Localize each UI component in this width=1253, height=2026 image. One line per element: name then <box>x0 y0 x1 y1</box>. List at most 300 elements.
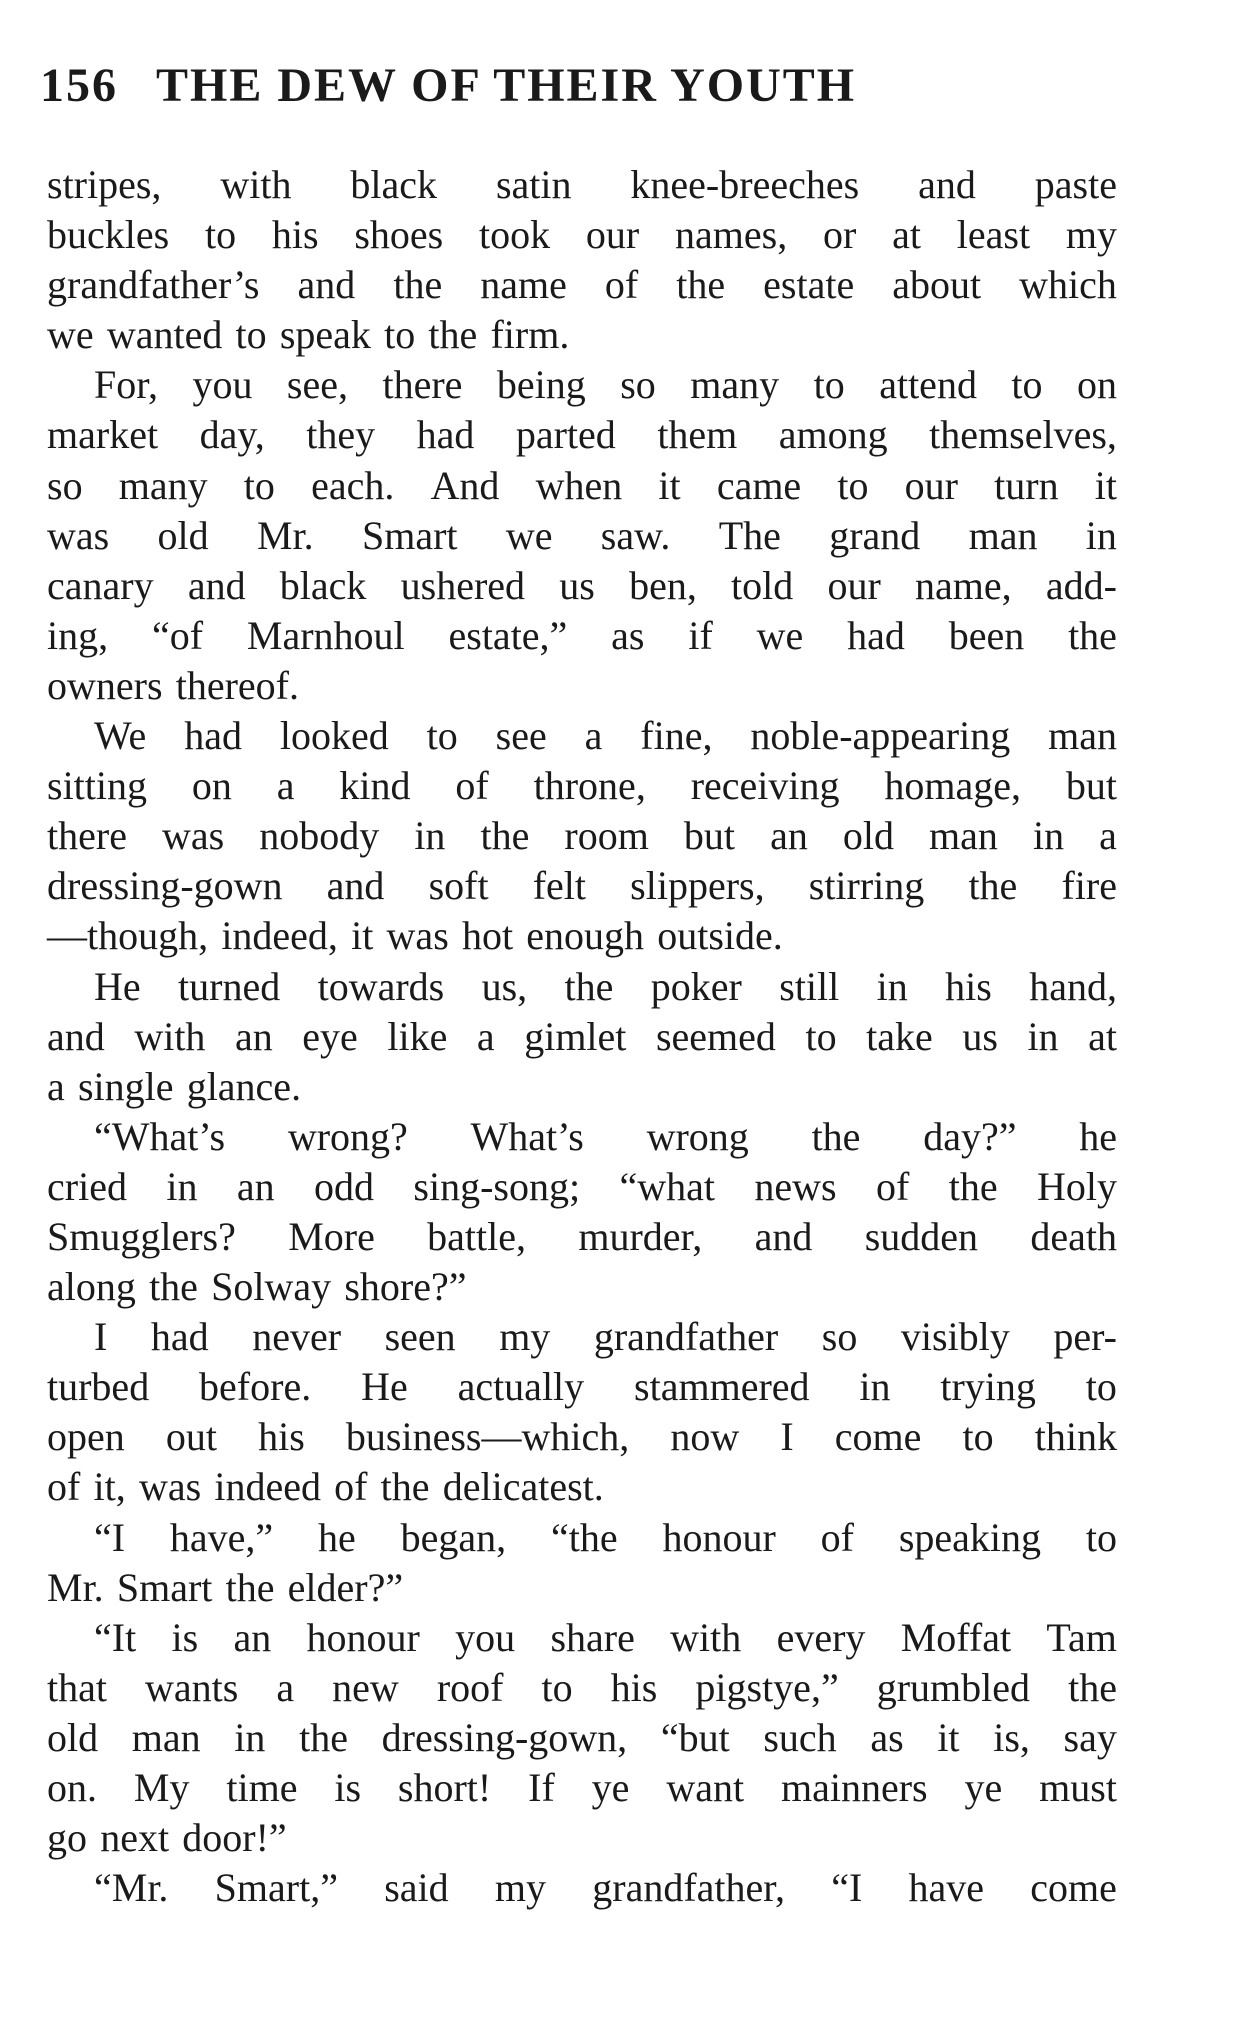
word: grandfather <box>593 1314 779 1360</box>
word: looked <box>279 713 389 759</box>
word: of <box>876 1163 910 1209</box>
word: sudden <box>864 1213 979 1259</box>
text-line <box>47 260 1117 310</box>
word: the <box>225 1564 275 1610</box>
word: ing, <box>47 612 109 658</box>
word: it <box>937 1714 960 1760</box>
word: in <box>1085 512 1117 558</box>
word: such <box>763 1714 837 1760</box>
word: it <box>658 462 681 508</box>
word: to <box>243 462 275 508</box>
word: his <box>610 1664 658 1710</box>
word: gimlet <box>524 1013 627 1059</box>
word: with <box>670 1614 742 1660</box>
word: shore?” <box>344 1264 467 1310</box>
word: ye <box>591 1765 630 1810</box>
word: old <box>47 1714 99 1760</box>
word: them <box>657 412 738 458</box>
word: knee-breeches <box>630 162 860 207</box>
word: and <box>297 262 356 308</box>
word: a <box>276 763 295 809</box>
word: take <box>866 1013 933 1059</box>
word: enough <box>526 913 645 959</box>
word: to <box>805 1013 837 1059</box>
word: want <box>666 1765 745 1810</box>
word: of <box>334 1464 368 1510</box>
word: pigstye,” <box>695 1664 839 1710</box>
word: “What’s <box>94 1113 226 1159</box>
text-line <box>47 1312 1117 1362</box>
word: but <box>683 813 736 859</box>
word: and <box>754 1213 813 1259</box>
word: was <box>162 813 225 859</box>
word: sing-song; <box>413 1163 581 1209</box>
word: but <box>1065 763 1117 809</box>
word: “the <box>551 1514 618 1560</box>
text-line <box>47 1813 1117 1863</box>
word: next <box>100 1815 170 1861</box>
word: in <box>1032 813 1065 859</box>
word: of <box>47 1464 81 1510</box>
word: every <box>776 1614 866 1660</box>
text-line <box>47 1713 1117 1763</box>
word: a <box>276 1664 295 1710</box>
word: I <box>780 1414 794 1460</box>
word: my <box>499 1314 551 1360</box>
word: sitting <box>47 763 148 809</box>
word: must <box>1039 1765 1117 1810</box>
word: many <box>690 362 780 408</box>
word: odd <box>314 1163 375 1209</box>
running-title: THE DEW OF THEIR YOUTH <box>156 59 857 112</box>
word: to <box>813 362 845 408</box>
word: the <box>968 863 1018 909</box>
word: parted <box>515 412 616 458</box>
word: to <box>426 713 458 759</box>
word: Solway <box>211 1264 332 1310</box>
word: among <box>778 412 888 458</box>
word: to <box>837 462 869 508</box>
word: in <box>414 813 446 859</box>
text-line <box>47 511 1117 561</box>
text-line <box>47 1462 1117 1512</box>
word: an <box>233 1614 272 1660</box>
word: the <box>811 1113 861 1159</box>
text-line <box>47 761 1117 811</box>
word: turbed <box>47 1364 150 1410</box>
word: death <box>1030 1213 1117 1259</box>
word: receiving <box>690 763 840 809</box>
word: there <box>47 813 127 859</box>
text-line <box>47 861 1117 911</box>
word: paste <box>1034 162 1117 207</box>
word: so <box>47 462 83 508</box>
word: is <box>334 1765 362 1810</box>
word: had <box>184 713 242 759</box>
word: Mr. <box>47 1564 104 1610</box>
word: man <box>1048 713 1117 759</box>
word: my <box>1065 212 1117 258</box>
word: grand <box>829 512 921 558</box>
word: open <box>47 1414 125 1460</box>
word: man <box>929 813 998 859</box>
word: hand, <box>1029 963 1117 1009</box>
word: Smart,” <box>214 1865 338 1911</box>
word: an <box>236 1163 275 1209</box>
word: outside. <box>657 913 783 959</box>
word: been <box>948 612 1025 658</box>
word: at <box>892 212 921 258</box>
word: day?” <box>923 1113 1017 1159</box>
word: have,” <box>169 1514 274 1560</box>
word: to <box>204 212 237 258</box>
word: to <box>541 1664 573 1710</box>
word: “I <box>831 1865 863 1911</box>
word: market <box>47 412 159 458</box>
word: about <box>892 262 982 308</box>
word: wanted <box>106 312 223 358</box>
word: “It <box>94 1614 137 1660</box>
word: We <box>94 713 147 759</box>
word: “of <box>151 612 204 658</box>
word: or <box>823 212 857 258</box>
word: go <box>47 1815 87 1861</box>
word: name <box>480 262 567 308</box>
word: us <box>962 1013 998 1059</box>
word: What’s <box>470 1113 584 1159</box>
word: was <box>386 913 449 959</box>
word: name, <box>915 562 1012 608</box>
text-line <box>47 360 1117 410</box>
word: felt <box>532 863 587 909</box>
word: at <box>1088 1013 1117 1059</box>
word: said <box>384 1865 449 1911</box>
word: and <box>326 863 385 909</box>
word: the <box>380 1464 430 1510</box>
text-line <box>47 1162 1117 1212</box>
word: estate <box>763 262 855 308</box>
word: they <box>306 412 376 458</box>
word: homage, <box>884 763 1021 809</box>
word: you <box>192 362 253 408</box>
word: an <box>770 813 808 859</box>
word: a <box>584 713 603 759</box>
word: as <box>870 1714 904 1760</box>
word: think <box>1034 1414 1117 1460</box>
word: my <box>494 1865 547 1911</box>
word: throne, <box>533 763 646 809</box>
word: Smart <box>116 1564 213 1610</box>
word: is, <box>993 1714 1030 1760</box>
word: was <box>138 1464 202 1510</box>
word: And <box>430 462 500 508</box>
text-line <box>47 1663 1117 1713</box>
word: on. <box>47 1765 97 1810</box>
word: it <box>1094 462 1117 508</box>
word: say <box>1063 1714 1117 1760</box>
running-head <box>40 56 1120 116</box>
word: black <box>279 562 367 608</box>
word: door!” <box>182 1815 287 1861</box>
word: per- <box>1053 1314 1117 1360</box>
word: —though, <box>47 913 209 959</box>
word: elder?” <box>287 1564 404 1610</box>
word: visibly <box>900 1314 1010 1360</box>
word: the <box>564 963 614 1009</box>
text-line <box>47 210 1117 260</box>
word: us, <box>481 963 528 1009</box>
word: soft <box>428 863 489 909</box>
text-line <box>47 1763 1117 1813</box>
word: to <box>962 1414 994 1460</box>
word: when <box>535 462 623 508</box>
word: as <box>611 612 645 658</box>
text-line <box>47 1362 1117 1412</box>
word: to <box>235 312 267 358</box>
word: firm. <box>490 312 570 358</box>
word: news <box>754 1163 837 1209</box>
word: room <box>564 813 649 859</box>
word: shoes <box>354 212 444 258</box>
word: buckles <box>47 212 170 258</box>
word: his <box>271 212 319 258</box>
word: “Mr. <box>94 1865 169 1911</box>
word: his <box>945 963 992 1009</box>
word: hot <box>461 913 514 959</box>
word: to <box>384 312 416 358</box>
word: add- <box>1045 562 1117 608</box>
word: He <box>94 963 141 1009</box>
text-line <box>47 1012 1117 1062</box>
text-line <box>47 1513 1117 1563</box>
text-line <box>47 461 1117 511</box>
word: poker <box>650 963 742 1009</box>
word: saw. <box>600 512 671 558</box>
word: was <box>47 512 110 558</box>
word: Smugglers? <box>47 1213 236 1259</box>
text-line <box>47 1212 1117 1262</box>
word: like <box>387 1013 448 1059</box>
word: ben, <box>629 562 697 608</box>
word: business—which, <box>345 1414 630 1460</box>
word: to <box>1011 362 1043 408</box>
word: we <box>47 312 94 358</box>
word: came <box>716 462 802 508</box>
text-line <box>47 410 1117 460</box>
word: we <box>505 512 553 558</box>
word: the <box>428 312 478 358</box>
word: Marnhoul <box>246 612 405 658</box>
word: names, <box>675 212 788 258</box>
word: come <box>1030 1865 1117 1911</box>
word: ye <box>964 1765 1003 1810</box>
word: began, <box>400 1514 507 1560</box>
word: in <box>1027 1013 1059 1059</box>
word: you <box>455 1614 516 1660</box>
word: and <box>47 1013 105 1059</box>
word: had <box>150 1314 209 1360</box>
word: themselves, <box>929 412 1117 458</box>
word: that <box>47 1664 107 1710</box>
word: “what <box>619 1163 715 1209</box>
word: and <box>187 562 246 608</box>
word: the <box>1068 612 1117 658</box>
word: new <box>332 1664 399 1710</box>
word: turn <box>994 462 1059 508</box>
text-line <box>47 911 1117 961</box>
word: if <box>688 612 713 658</box>
word: dressing-gown <box>47 863 283 909</box>
word: black <box>350 162 438 207</box>
word: the <box>149 1264 198 1310</box>
word: the <box>1068 1664 1117 1710</box>
text-line <box>47 1062 1117 1112</box>
word: so <box>620 362 656 408</box>
word: least <box>956 212 1031 258</box>
text-line <box>47 661 1117 711</box>
word: single <box>77 1063 174 1109</box>
word: told <box>731 562 794 608</box>
word: the <box>299 1714 348 1760</box>
word: before. <box>199 1364 312 1410</box>
text-line <box>47 160 1117 210</box>
word: our <box>904 462 958 508</box>
word: slippers, <box>630 863 765 909</box>
word: the <box>676 262 726 308</box>
word: speaking <box>898 1514 1041 1560</box>
word: speak <box>279 312 371 358</box>
word: indeed <box>214 1464 321 1510</box>
word: eye <box>302 1013 358 1059</box>
word: with <box>220 162 292 207</box>
word: Holy <box>1036 1163 1117 1209</box>
text-line <box>47 1613 1117 1663</box>
text-line <box>47 962 1117 1012</box>
word: a <box>476 1013 495 1059</box>
word: there <box>382 362 463 408</box>
text-line <box>47 811 1117 861</box>
word: took <box>479 212 551 258</box>
word: I <box>94 1314 108 1360</box>
word: The <box>718 512 781 558</box>
word: cried <box>47 1163 127 1209</box>
text-line <box>47 1262 1117 1312</box>
word: never <box>252 1314 342 1360</box>
word: to <box>1085 1364 1117 1410</box>
word: being <box>496 362 586 408</box>
word: with <box>134 1013 206 1059</box>
word: wrong? <box>287 1113 408 1159</box>
word: grandfather’s <box>47 262 260 308</box>
text-line <box>47 1112 1117 1162</box>
word: us <box>559 562 595 608</box>
word: fine, <box>640 713 713 759</box>
word: on <box>1077 362 1117 408</box>
word: grumbled <box>876 1664 1031 1710</box>
word: More <box>288 1213 375 1259</box>
word: owners <box>47 662 163 708</box>
word: noble-appearing <box>750 713 1011 759</box>
word: actually <box>457 1364 585 1410</box>
word: a <box>1099 813 1117 859</box>
word: of <box>820 1514 854 1560</box>
word: which <box>1019 262 1117 308</box>
word: to <box>1085 1514 1117 1560</box>
word: in <box>166 1163 198 1209</box>
word: stirring <box>808 863 925 909</box>
text-line <box>47 611 1117 661</box>
word: attend <box>879 362 977 408</box>
word: Mr. <box>256 512 314 558</box>
word: had <box>416 412 475 458</box>
word: had <box>847 612 905 658</box>
word: kind <box>339 763 411 809</box>
word: towards <box>317 963 445 1009</box>
word: battle, <box>427 1213 527 1259</box>
word: day, <box>199 412 265 458</box>
word: stammered <box>634 1364 810 1410</box>
word: seemed <box>655 1013 776 1059</box>
word: on <box>191 763 232 809</box>
word: the <box>480 813 530 859</box>
word: fire <box>1061 863 1117 909</box>
word: so <box>821 1314 858 1360</box>
word: thereof. <box>175 662 299 708</box>
text-line <box>47 1863 1117 1913</box>
word: murder, <box>578 1213 703 1259</box>
word: man <box>968 512 1038 558</box>
word: wrong <box>646 1113 749 1159</box>
word: in <box>876 963 908 1009</box>
word: see, <box>286 362 348 408</box>
word: roof <box>436 1664 504 1710</box>
word: dressing-gown, <box>381 1714 628 1760</box>
word: ushered <box>400 562 526 608</box>
word: honour <box>662 1514 776 1560</box>
word: wants <box>145 1664 239 1710</box>
word: stripes, <box>47 162 162 207</box>
word: turned <box>178 963 281 1009</box>
word: Smart <box>361 512 458 558</box>
word: and <box>918 162 976 207</box>
word: see <box>495 713 547 759</box>
word: in <box>859 1364 891 1410</box>
text-line <box>47 1412 1117 1462</box>
word: he <box>1079 1113 1117 1159</box>
word: canary <box>47 562 154 608</box>
word: Moffat <box>900 1614 1012 1660</box>
word: estate,” <box>448 612 568 658</box>
word: he <box>318 1514 356 1560</box>
word: “but <box>660 1714 730 1760</box>
word: If <box>528 1765 555 1810</box>
page-number: 156 <box>40 59 118 112</box>
word: glance. <box>186 1063 302 1109</box>
word: delicatest. <box>442 1464 604 1510</box>
word: seen <box>384 1314 456 1360</box>
word: an <box>234 1013 273 1059</box>
word: old <box>842 813 894 859</box>
word: is <box>171 1614 199 1660</box>
word: For, <box>94 362 158 408</box>
text-line <box>47 561 1117 611</box>
word: we <box>756 612 804 658</box>
word: out <box>165 1414 217 1460</box>
word: man <box>131 1714 201 1760</box>
word: along <box>47 1264 136 1310</box>
word: the <box>393 262 443 308</box>
word: mainners <box>780 1765 928 1810</box>
